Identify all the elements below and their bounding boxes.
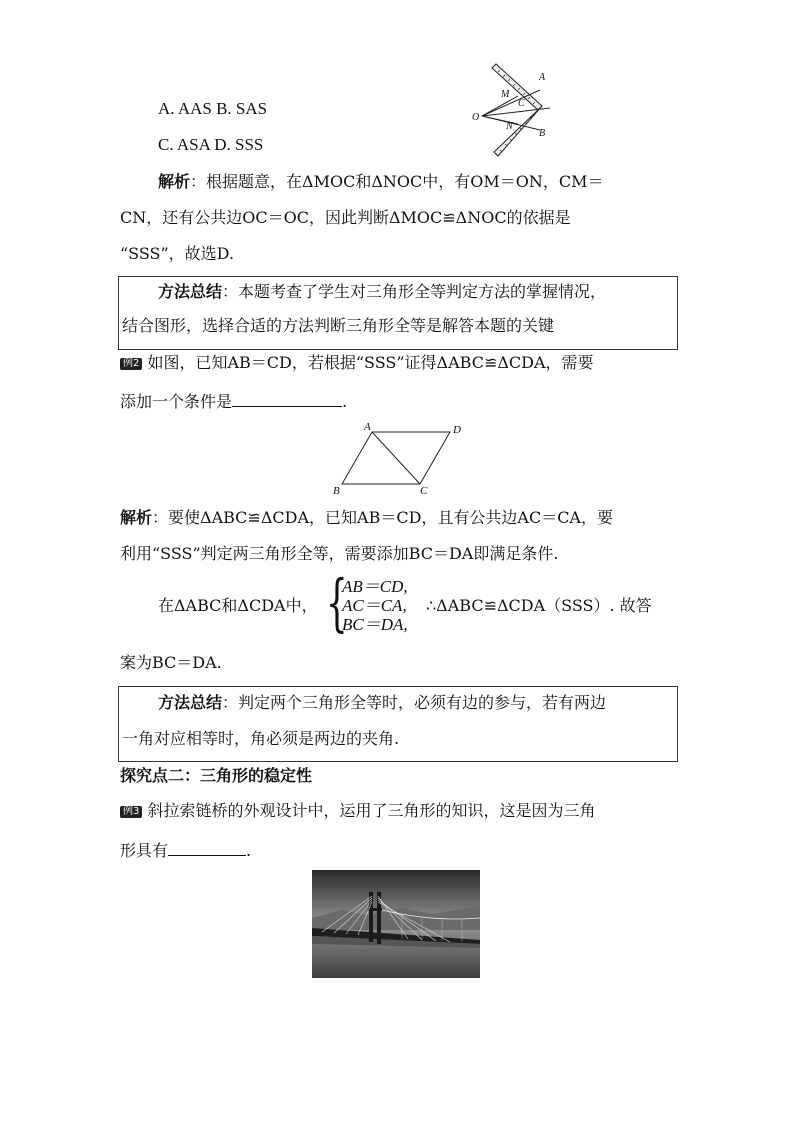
options-line-1: A. AAS B. SAS	[158, 99, 268, 118]
q1-analysis-line-1: 解析：根据题意，在ΔMOC和ΔNOC中，有OM＝ON，CM＝	[158, 172, 604, 191]
proof-prefix: 在ΔABC和ΔCDA中，	[158, 596, 318, 615]
label-n: N	[506, 121, 513, 132]
example-3-line-2: 形具有 .	[120, 841, 252, 860]
method-summary-label: 方法总结	[158, 282, 223, 301]
analysis-label: 解析	[158, 172, 191, 191]
ex2-analysis-line-2: 利用“SSS”判定两三角形全等，需要添加BC＝DA即满足条件.	[120, 544, 559, 563]
section-heading: 探究点二：三角形的稳定性	[120, 766, 313, 785]
answer-line: 案为BC＝DA.	[120, 653, 222, 672]
method2-line-1: 方法总结：判定两个三角形全等时，必须有边的参与，若有两边	[158, 693, 607, 712]
label-c: C	[518, 98, 525, 109]
example-3-line-1: 例3 斜拉索链桥的外观设计中，运用了三角形的知识，这是因为三角	[120, 801, 595, 821]
q1-analysis-line-2: CN，还有公共边OC＝OC，因此判断ΔMOC≌ΔNOC的依据是	[120, 208, 571, 227]
q1-analysis-line-3: “SSS”，故选D.	[120, 244, 235, 263]
condition-system	[342, 577, 408, 634]
system-brace: {	[326, 566, 348, 639]
label-a: A	[539, 72, 546, 83]
method-summary-label: 方法总结	[158, 693, 223, 712]
label-o: O	[472, 112, 480, 123]
label-d: D	[453, 424, 461, 436]
method1-line-2: 结合图形，选择合适的方法判断三角形全等是解答本题的关键	[122, 316, 555, 335]
ex2-analysis-line-1: 解析：要使ΔABC≌ΔCDA，已知AB＝CD，且有公共边AC＝CA，要	[120, 508, 613, 527]
method1-line-1: 方法总结：本题考查了学生对三角形全等判定方法的掌握情况，	[158, 282, 607, 301]
cable-stayed-bridge-photo	[312, 870, 480, 978]
parallelogram-figure	[326, 420, 476, 502]
condition-ac-ca: AC＝CA,	[342, 596, 407, 615]
example-2-line-1: 例2 如图，已知AB＝CD，若根据“SSS”证得ΔABC≌ΔCDA，需要	[120, 353, 594, 373]
label-c: C	[420, 485, 428, 497]
analysis-label: 解析	[120, 508, 153, 527]
answer-blank[interactable]	[168, 839, 246, 856]
answer-blank[interactable]	[232, 390, 342, 407]
label-m: M	[501, 89, 510, 100]
condition-ab-cd: AB＝CD,	[342, 577, 408, 596]
method2-line-2: 一角对应相等时，角必须是两边的夹角.	[122, 729, 400, 748]
label-b: B	[333, 485, 340, 497]
label-a: A	[364, 421, 371, 433]
condition-bc-da: BC＝DA,	[342, 615, 408, 634]
example-tag: 例2	[120, 358, 142, 370]
proof-conclusion: ∴ΔABC≌ΔCDA（SSS）. 故答	[426, 596, 652, 615]
example-tag: 例3	[120, 806, 142, 818]
example-2-line-2: 添加一个条件是 .	[120, 392, 348, 411]
options-line-2: C. ASA D. SSS	[158, 135, 264, 154]
label-b: B	[539, 128, 546, 139]
angle-bisector-figure	[466, 60, 566, 160]
